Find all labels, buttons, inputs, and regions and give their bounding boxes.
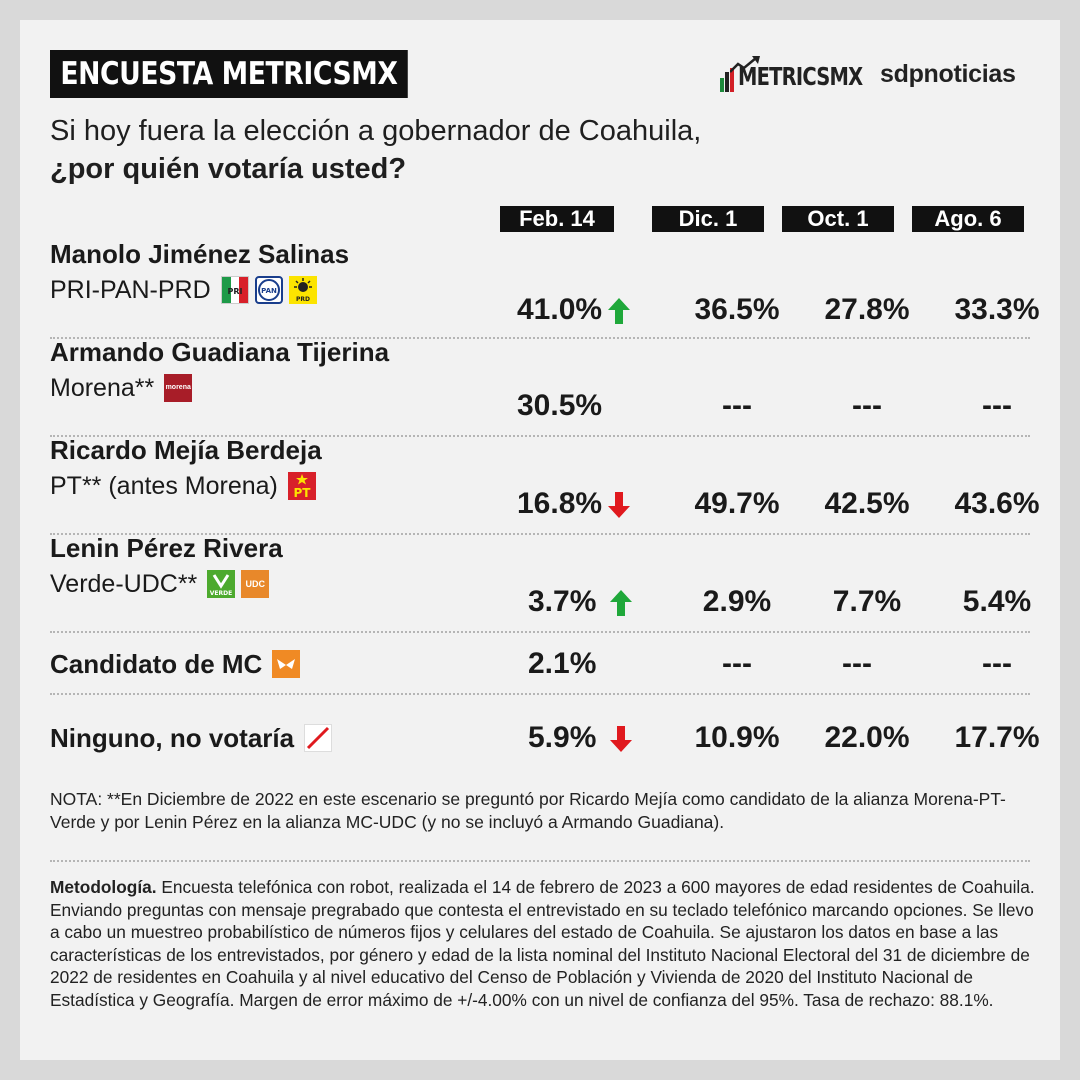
value-oct1: --- [852, 389, 882, 422]
table-row [50, 336, 1030, 426]
poll-card [20, 20, 1060, 1060]
candidate-name-wrap [50, 722, 332, 754]
value-oct1: 42.5% [824, 487, 910, 520]
value-ago6: 33.3% [954, 293, 1040, 326]
survey-question [50, 112, 950, 188]
candidate-name: Lenin Pérez Rivera [50, 533, 283, 563]
table-row [50, 696, 1040, 776]
candidate-party [50, 274, 317, 306]
metricsmx-logo [720, 58, 870, 94]
pt-logo-icon [288, 472, 316, 500]
brand-logos [720, 56, 1040, 96]
methodology [50, 876, 1040, 1011]
verde-logo-icon [207, 570, 235, 598]
metricsmx-wordmark: METRICSMX [738, 62, 863, 91]
value-feb14: 41.0% [517, 292, 630, 328]
party-label: Verde-UDC** [50, 570, 198, 598]
value-feb14: 3.7% [528, 584, 632, 620]
pan-logo-text: PAN [260, 287, 277, 295]
value-oct1: 27.8% [824, 293, 910, 326]
table-row [50, 630, 1030, 700]
column-header-feb14: Feb. 14 [500, 206, 614, 232]
question-line-1: Si hoy fuera la elección a gobernador de Coahuila, [50, 115, 702, 147]
prd-logo-icon [289, 276, 317, 304]
party-label: Morena** [50, 374, 155, 402]
trend-down-icon [608, 492, 630, 518]
party-label: PRI-PAN-PRD [50, 276, 211, 304]
section-divider [50, 860, 1030, 862]
candidate-name-wrap [50, 648, 300, 680]
trend-down-icon [610, 726, 632, 752]
value-ago6: 5.4% [962, 585, 1032, 618]
prd-logo-text: PRD [295, 296, 310, 303]
candidate-name: Armando Guadiana Tijerina [50, 337, 390, 367]
candidate-name: Manolo Jiménez Salinas [50, 239, 350, 269]
pt-logo-text: PT [293, 486, 311, 499]
candidate-name: Candidato de MC [50, 649, 263, 679]
null-vote-icon [304, 724, 332, 752]
value-feb14: 30.5% [517, 389, 603, 422]
value-feb14: 16.8% [517, 486, 630, 522]
value-dic1: --- [722, 389, 752, 422]
value-dic1: 49.7% [694, 487, 780, 520]
value-oct1: 22.0% [824, 721, 910, 754]
column-header-oct1: Oct. 1 [782, 206, 894, 232]
candidate-name: Ricardo Mejía Berdeja [50, 435, 322, 465]
value-oct1: --- [842, 647, 872, 680]
party-label: PT** (antes Morena) [50, 472, 278, 500]
value-dic1: 2.9% [702, 585, 772, 618]
morena-logo-icon: morena [164, 374, 192, 402]
candidate-name: Ninguno, no votaría [50, 723, 295, 753]
pri-logo-text: PRI [227, 287, 243, 296]
column-header-ago6: Ago. 6 [912, 206, 1024, 232]
mc-logo-icon [272, 650, 300, 678]
sdpnoticias-logo: sdpnoticias [880, 60, 1016, 88]
table-row [50, 434, 1040, 524]
udc-logo-icon: UDC [241, 570, 269, 598]
page-title: ENCUESTA METRICSMX [50, 50, 408, 98]
value-feb14: 5.9% [528, 720, 632, 756]
value-oct1: 7.7% [832, 585, 902, 618]
value-ago6: --- [982, 389, 1012, 422]
value-ago6: 43.6% [954, 487, 1040, 520]
trend-up-icon [610, 590, 632, 616]
value-ago6: --- [982, 647, 1012, 680]
value-ago6: 17.7% [954, 721, 1040, 754]
methodology-text: Encuesta telefónica con robot, realizada el 14 de febrero de 2023 a 600 mayores de edad residentes de Coahuila. Enviando preguntas con mensaje pregrabado que contesta el entrevistado en su teclado telefónico marcando opciones. Se llevo a cabo un muestreo probabilístico de números fijos y celulares del estado de Coahuila. Se ajustaron los datos en base a las características de los entrevistados, por género y edad de la lista nominal del Instituto Nacional Electoral del 31 de diciembre de 2022 de residentes en Coahuila y al nivel educativo del Censo de Población y Vivienda de 2020 del Instituto Nacional de Estadística y Geografía. Margen de error máximo de +/-4.00% con un nivel de confianza del 95%. Tasa de rechazo: 88.1%. [50, 877, 1035, 1010]
column-header-dic1: Dic. 1 [652, 206, 764, 232]
value-feb14: 2.1% [528, 647, 597, 680]
verde-logo-text: VERDE [210, 590, 233, 597]
trend-up-icon [608, 298, 630, 324]
row-divider [50, 693, 1030, 695]
footnote: NOTA: **En Diciembre de 2022 en este escenario se preguntó por Ricardo Mejía como candidato de la alianza Morena-PT-Verde y por Lenin Pérez en la alianza MC-UDC (y no se incluyó a Armando Guadiana). [50, 789, 1006, 832]
pan-logo-icon [255, 276, 283, 304]
methodology-label: Metodología. [50, 877, 157, 897]
pri-logo-icon [221, 276, 249, 304]
value-dic1: 10.9% [694, 721, 780, 754]
candidate-party [50, 568, 269, 600]
value-dic1: 36.5% [694, 293, 780, 326]
candidate-party [50, 470, 316, 502]
table-row [50, 238, 1040, 328]
question-line-2: ¿por quién votaría usted? [50, 153, 407, 185]
table-row [50, 532, 1030, 622]
value-dic1: --- [722, 647, 752, 680]
candidate-party [50, 372, 192, 404]
